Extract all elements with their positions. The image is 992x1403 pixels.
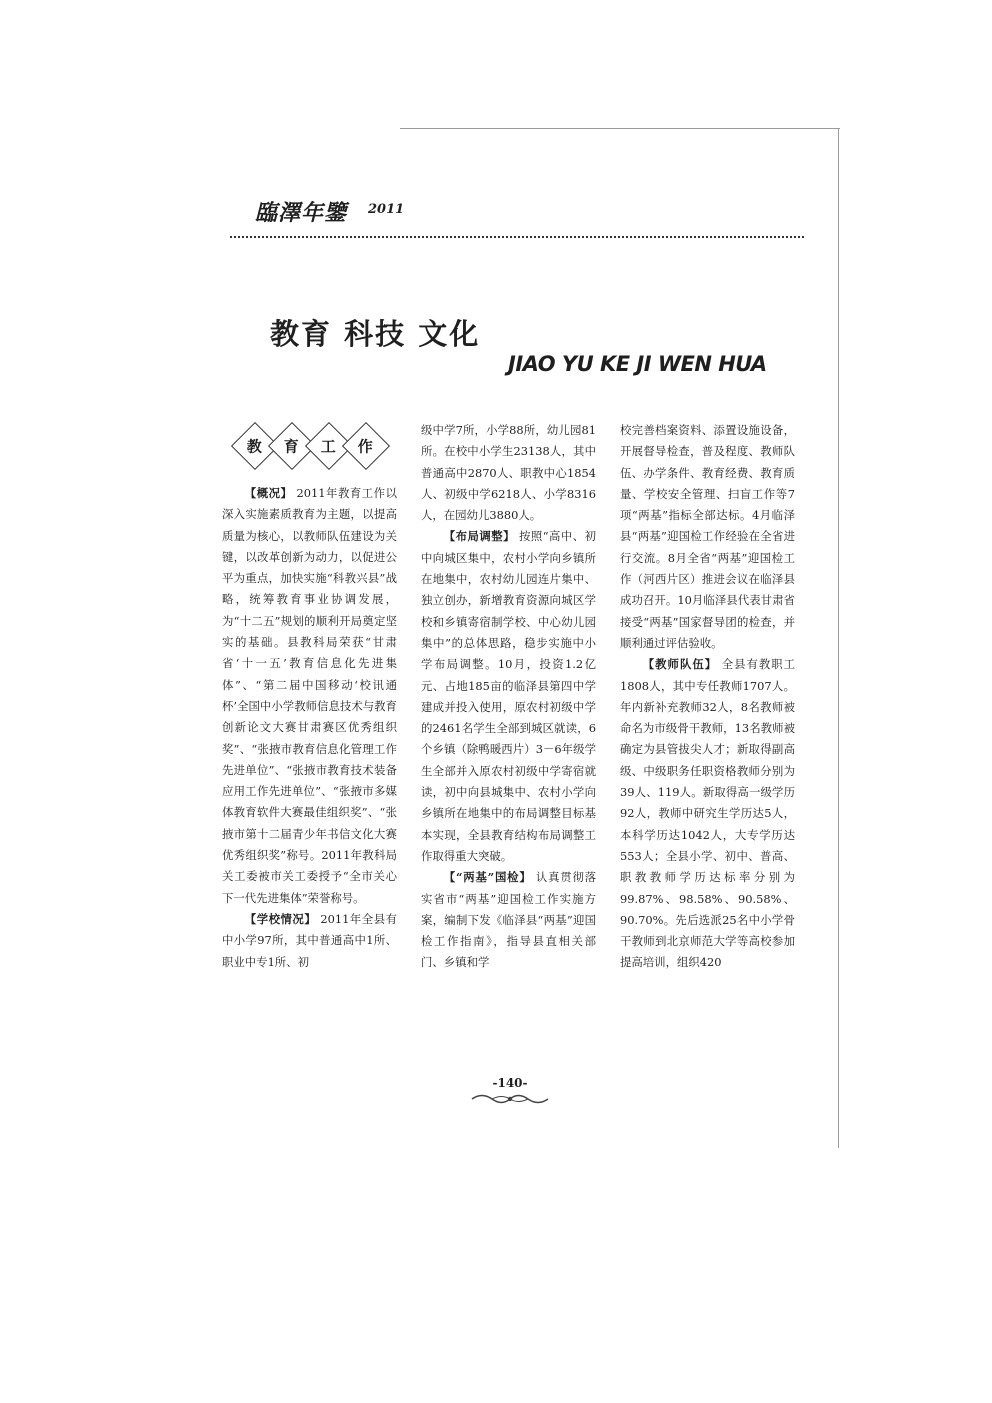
paragraph-label: 【概况】 — [244, 486, 293, 500]
section-subtitle: JIAO YU KE JI WEN HUA — [508, 352, 767, 376]
text-column-2 — [421, 420, 596, 974]
paragraph — [222, 909, 397, 973]
paragraph-text: 2011年全县有中小学97所，其中普通高中1所、职业中专1所、初 — [222, 911, 397, 969]
badge-char-1: 教 — [231, 422, 279, 470]
page-edge-right — [838, 128, 839, 1148]
paragraph-label: 【教师队伍】 — [642, 657, 718, 672]
text-column-3 — [620, 420, 795, 974]
paragraph-text: 级中学7所，小学88所，幼儿园81所。在校中小学生23138人，其中普通高中2870人、职教中心1854人、初级中学6218人、小学8316人，在园幼儿3880人。 — [421, 423, 596, 523]
section-title: 教育 科技 文化 — [270, 317, 481, 351]
paragraph — [421, 420, 596, 526]
paragraph-text: 校完善档案资料、添置设施设备，开展督导检查，普及程度、教师队伍、办学条件、教育经费、教育质量、学校安全管理、扫盲工作等7项“两基”指标全部达标。4月临泽县“两基”迎国检工作经验在全省进行交流。8月全省“两基”迎国检工作（河西片区）推进会议在临泽县成功召开。10月临泽县代表甘肃省接受“两基”国家督导团的检查，并顺利通过评估验收。 — [620, 423, 795, 650]
paragraph — [620, 654, 795, 973]
page-edge-top — [400, 128, 840, 129]
paragraph-label: 【学校情况】 — [244, 911, 317, 926]
paragraph-text: 全县有教职工1808人，其中专任教师1707人。年内新补充教师32人，8名教师被命名为市级骨干教师，13名教师被确定为县管拔尖人才；新取得副高级、中级职务任职资格教师分别为39人、119人。新取得高一级学历92人，教师中研究生学历达5人，本科学历达1042人，大专学历达553人；全县小学、初中、普高、职教教师学历达标率分别为99.87%、98.58%、90.58%、90.70%。先后选派25名中小学骨干教师到北京师范大学等高校参加提高培训，组织420 — [620, 657, 795, 970]
ornament-icon — [470, 1092, 550, 1106]
paragraph — [421, 867, 596, 973]
paragraph — [620, 420, 795, 654]
paragraph-text: 认真贯彻落实省市“两基”迎国检工作实施方案，编制下发《临泽县“两基”迎国检工作指南》，指导县直相关部门、乡镇和学 — [421, 870, 597, 970]
yearbook-brand: 臨澤年鑒 — [255, 200, 348, 226]
badge-char-4: 作 — [342, 422, 390, 470]
paragraph-text: 2011年教育工作以深入实施素质教育为主题，以提高质量为核心，以教师队伍建设为关键，以改革创新为动力，以促进公平为重点，加快实施“科教兴县”战略，统筹教育事业协调发展，为“十二五”规划的顺利开局奠定坚实的基础。县教科局荣获“甘肃省‘十一五’教育信息化先进集体”、“第二届中国移动‘校讯通杯’全国中小学教师信息技术与教育创新论文大赛甘肃赛区优秀组织奖”、“张掖市教育信息化管理工作先进单位”、“张掖市教育技术装备应用工作先进单位”、“张掖市多媒体教育软件大赛最佳组织奖”、“张掖市第十二届青少年书信文化大赛优秀组织奖”称号。2011年教科局关工委被市关工委授予“全市关心下一代先进集体”荣誉称号。 — [222, 486, 397, 905]
paragraph-label: 【“两基”国检】 — [443, 870, 532, 885]
badge-char-2: 育 — [268, 422, 316, 470]
paragraph — [222, 483, 397, 909]
yearbook-year: 2011 — [368, 202, 405, 217]
badge-char-3: 工 — [305, 422, 353, 470]
header-dotted-rule — [230, 236, 804, 238]
subsection-badge — [238, 429, 383, 463]
paragraph-label: 【布局调整】 — [443, 529, 515, 544]
paragraph — [421, 526, 596, 867]
text-column-1 — [222, 483, 397, 973]
paragraph-text: 按照“高中、初中向城区集中，农村小学向乡镇所在地集中，农村幼儿园连片集中、独立创办，新增教育资源向城区学校和乡镇寄宿制学校、中心幼儿园集中”的总体思路，稳步实施中小学布局调整。10月，投资1.2亿元、占地185亩的临泽县第四中学建成并投入使用，原农村初级中学的2461名学生全部到城区就读，6个乡镇（除鸭暖西片）3－6年级学生全部并入原农村初级中学寄宿就读，初中向县城集中、农村小学向乡镇所在地集中的布局调整目标基本实现，全县教育结构布局调整工作取得重大突破。 — [421, 529, 596, 863]
page-number: -140- — [492, 1076, 528, 1090]
